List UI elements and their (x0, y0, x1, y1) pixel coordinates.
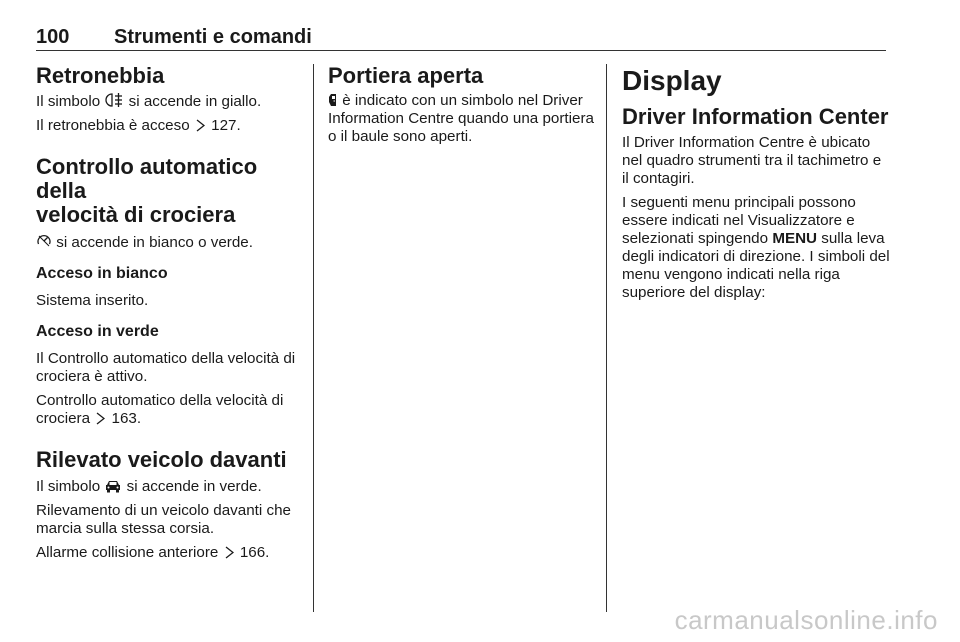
page-header (36, 26, 886, 51)
text: Il retronebbia è acceso (36, 117, 190, 134)
dic-heading: Driver Information Center (622, 104, 889, 129)
dic-paragraph-2 (622, 194, 892, 302)
column-divider (606, 64, 607, 612)
veicolo-paragraph-3 (36, 544, 302, 562)
retronebbia-heading: Retronebbia (36, 63, 165, 88)
cruise-paragraph (36, 233, 302, 252)
portiera-heading: Portiera aperta (328, 63, 484, 88)
page-reference-icon (96, 412, 105, 425)
text: I seguenti menu principali possono essere indicati nel Visualizzatore e selezionati spingendo (622, 194, 856, 247)
cruise-control-icon (36, 233, 52, 249)
column-left (36, 64, 302, 562)
retronebbia-paragraph-1 (36, 92, 302, 111)
page-reference: 166. (239, 544, 270, 561)
text: Il simbolo (36, 478, 101, 495)
display-heading: Display (622, 65, 722, 96)
column-middle (328, 64, 596, 146)
veicolo-paragraph-2: Rilevamento di un veicolo davanti che marcia sulla stessa corsia. (36, 502, 291, 537)
section-title: Strumenti e comandi (114, 26, 312, 48)
page-reference-icon (225, 546, 234, 559)
text: Controllo automatico della (36, 154, 258, 203)
menu-keyword: MENU (772, 230, 818, 247)
column-right (622, 64, 892, 302)
retronebbia-paragraph-2 (36, 117, 302, 135)
veicolo-paragraph-1 (36, 478, 302, 496)
text: Controllo automatico della velocità di crociera (36, 392, 284, 427)
page-reference: 127. (211, 117, 241, 134)
vehicle-ahead-icon (104, 479, 122, 493)
acceso-bianco-heading: Acceso in bianco (36, 265, 168, 282)
column-divider (313, 64, 314, 612)
acceso-verde-paragraph-2 (36, 392, 302, 428)
dic-paragraph-1: Il Driver Information Centre è ubicato nel quadro strumenti tra il tachimetro e il contagiri. (622, 134, 882, 187)
page-number: 100 (36, 26, 70, 48)
page-reference: 163. (111, 410, 142, 427)
text: è indicato con un simbolo nel Driver Information Centre quando una portiera o il baule sono aperti. (328, 92, 594, 145)
page-reference-icon (196, 119, 205, 132)
text: si accende in giallo. (128, 93, 262, 110)
cruise-heading (36, 155, 302, 227)
acceso-verde-paragraph-1: Il Controllo automatico della velocità di crociera è attivo. (36, 350, 296, 385)
acceso-bianco-paragraph: Sistema inserito. (36, 292, 149, 309)
text: sulla leva degli indicatori di direzione. I simboli del menu vengono indicati nella riga superiore del display: (622, 230, 890, 301)
text: Il simbolo (36, 93, 101, 110)
door-open-icon (328, 93, 338, 107)
watermark: carmanualsonline.info (674, 605, 938, 635)
acceso-verde-heading: Acceso in verde (36, 323, 159, 340)
text: velocità di crociera (36, 202, 236, 227)
text: si accende in verde. (126, 478, 262, 495)
rear-fog-light-icon (104, 92, 124, 108)
text: si accende in bianco o verde. (56, 234, 253, 251)
portiera-paragraph (328, 92, 596, 146)
text: Allarme collisione anteriore (36, 544, 219, 561)
veicolo-heading: Rilevato veicolo davanti (36, 447, 287, 472)
